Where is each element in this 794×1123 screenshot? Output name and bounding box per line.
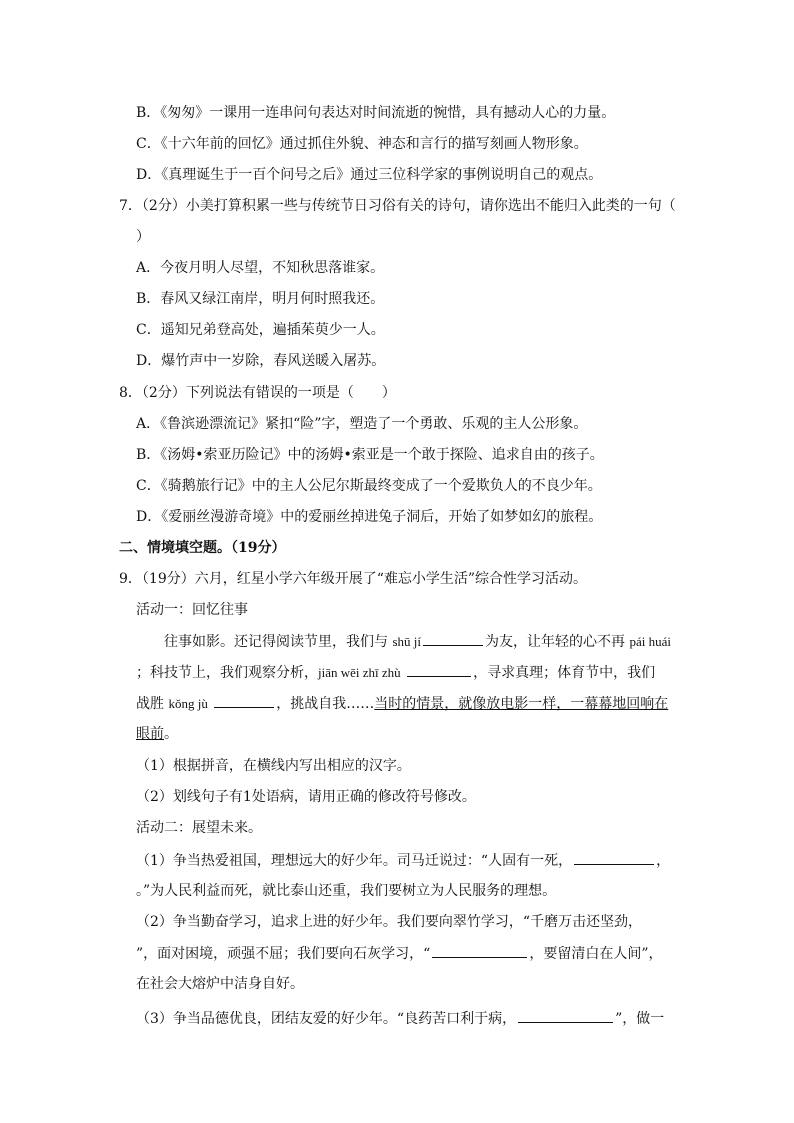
q6-option-b: B．《匆匆》一课用一连串问句表达对时间流逝的惋惜，具有撼动人心的力量。 bbox=[136, 105, 616, 121]
answer-blank[interactable] bbox=[407, 662, 471, 677]
q8-option-a: A．《鲁滨逊漂流记》紧扣“险”字，塑造了一个勇敢、乐观的主人公形象。 bbox=[136, 416, 588, 432]
answer-blank[interactable] bbox=[214, 693, 274, 708]
pinyin-shuji: shū jí bbox=[392, 634, 421, 649]
answer-blank[interactable] bbox=[432, 943, 527, 958]
passage-text: ”，做一 bbox=[615, 1011, 665, 1027]
passage-line-3 bbox=[136, 693, 668, 713]
a2-q1-line-2: 。”为人民利益而死，就比泰山还重，我们要树立为人民服务的理想。 bbox=[136, 883, 557, 899]
pinyin-paihuai: pái huái bbox=[629, 634, 671, 649]
q7-stem-end: ） bbox=[136, 229, 150, 245]
q8-stem: 8．（2分）下列说法有错误的一项是（ ） bbox=[119, 385, 396, 401]
answer-blank[interactable] bbox=[423, 631, 483, 646]
passage-text: ，要留清白在人间”， bbox=[529, 946, 663, 962]
answer-blank[interactable] bbox=[518, 1008, 613, 1023]
q6-option-c: C．《十六年前的回忆》通过抓住外貌、神态和言行的描写刻画人物形象。 bbox=[136, 136, 588, 152]
a2-q2-line-3: 在社会大熔炉中洁身自好。 bbox=[136, 976, 304, 992]
activity-2-title: 活动二：展望未来。 bbox=[136, 820, 262, 836]
passage-text: 往事如影。还记得阅读节里，我们与 bbox=[164, 634, 393, 650]
q8-option-c: C．《骑鹅旅行记》中的主人公尼尔斯最终变成了一个爱欺负人的不良少年。 bbox=[136, 478, 602, 494]
q7-stem: 7．（2分）小美打算积累一些与传统节日习俗有关的诗句，请你选出不能归入此类的一句（ bbox=[119, 198, 676, 214]
underlined-sentence: 当时的情景，就像放电影一样，一幕幕地回响在 bbox=[374, 696, 669, 712]
q8-option-b: B．《汤姆•索亚历险记》中的汤姆•索亚是一个敢于探险、追求自由的孩子。 bbox=[136, 447, 604, 463]
q9-stem: 9．（19分）六月，红星小学六年级开展了“难忘小学生活”综合性学习活动。 bbox=[119, 571, 588, 587]
q7-option-a: A．今夜月明人尽望，不知秋思落谁家。 bbox=[136, 260, 385, 276]
sub-question-2: （2）划线句子有1处语病，请用正确的修改符号修改。 bbox=[136, 789, 476, 805]
passage-text: ；科技节上，我们观察分析， bbox=[136, 665, 318, 681]
q6-option-d: D．《真理诞生于一百个问号之后》通过三位科学家的事例说明自己的观点。 bbox=[136, 167, 603, 183]
q7-option-d: D．爆竹声中一岁除，春风送暖入屠苏。 bbox=[136, 353, 386, 369]
passage-line-2 bbox=[136, 662, 655, 682]
underlined-sentence-end: 眼前 bbox=[136, 726, 164, 742]
a2-q2-line-2 bbox=[136, 943, 663, 963]
passage-text: （1）争当热爱祖国，理想远大的好少年。司马迁说过：“人固有一死， bbox=[136, 853, 573, 869]
section-title: 二、情境填空题。（19分） bbox=[119, 540, 286, 556]
passage-text: 战胜 bbox=[136, 696, 169, 712]
q8-option-d: D．《爱丽丝漫游奇境》中的爱丽丝掉进兔子洞后，开始了如梦如幻的旅程。 bbox=[136, 509, 603, 525]
passage-text: ”，面对困境，顽强不屈；我们要向石灰学习，“ bbox=[136, 946, 431, 962]
passage-line-4 bbox=[136, 724, 178, 744]
passage-text: 为友，让年轻的心不再 bbox=[485, 634, 630, 650]
q7-option-b: B．春风又绿江南岸，明月何时照我还。 bbox=[136, 291, 385, 307]
q7-option-c: C．遥知兄弟登高处，遍插茱萸少一人。 bbox=[136, 322, 385, 338]
passage-text: 。 bbox=[164, 726, 178, 742]
passage-text: （3）争当品德优良，团结友爱的好少年。“良药苦口利于病， bbox=[136, 1011, 517, 1027]
a2-q1-line-1 bbox=[136, 850, 670, 870]
a2-q2-line-1: （2）争当勤奋学习，追求上进的好少年。我们要向翠竹学习，“千磨万击还坚劲， bbox=[136, 914, 643, 930]
passage-text: ，寻求真理；体育节中，我们 bbox=[473, 665, 656, 681]
a2-q3-line-1 bbox=[136, 1008, 664, 1028]
passage-text: ， bbox=[656, 853, 671, 869]
answer-blank[interactable] bbox=[574, 850, 654, 865]
pinyin-jianweizhizhu: jiān wēi zhī zhù bbox=[318, 665, 401, 680]
passage-line-1 bbox=[164, 631, 671, 651]
passage-text: ，挑战自我…… bbox=[276, 696, 375, 712]
pinyin-kongju: kǒng jù bbox=[168, 696, 208, 711]
sub-question-1: （1）根据拼音，在横线内写出相应的汉字。 bbox=[136, 758, 411, 774]
activity-1-title: 活动一：回忆往事 bbox=[136, 602, 248, 618]
